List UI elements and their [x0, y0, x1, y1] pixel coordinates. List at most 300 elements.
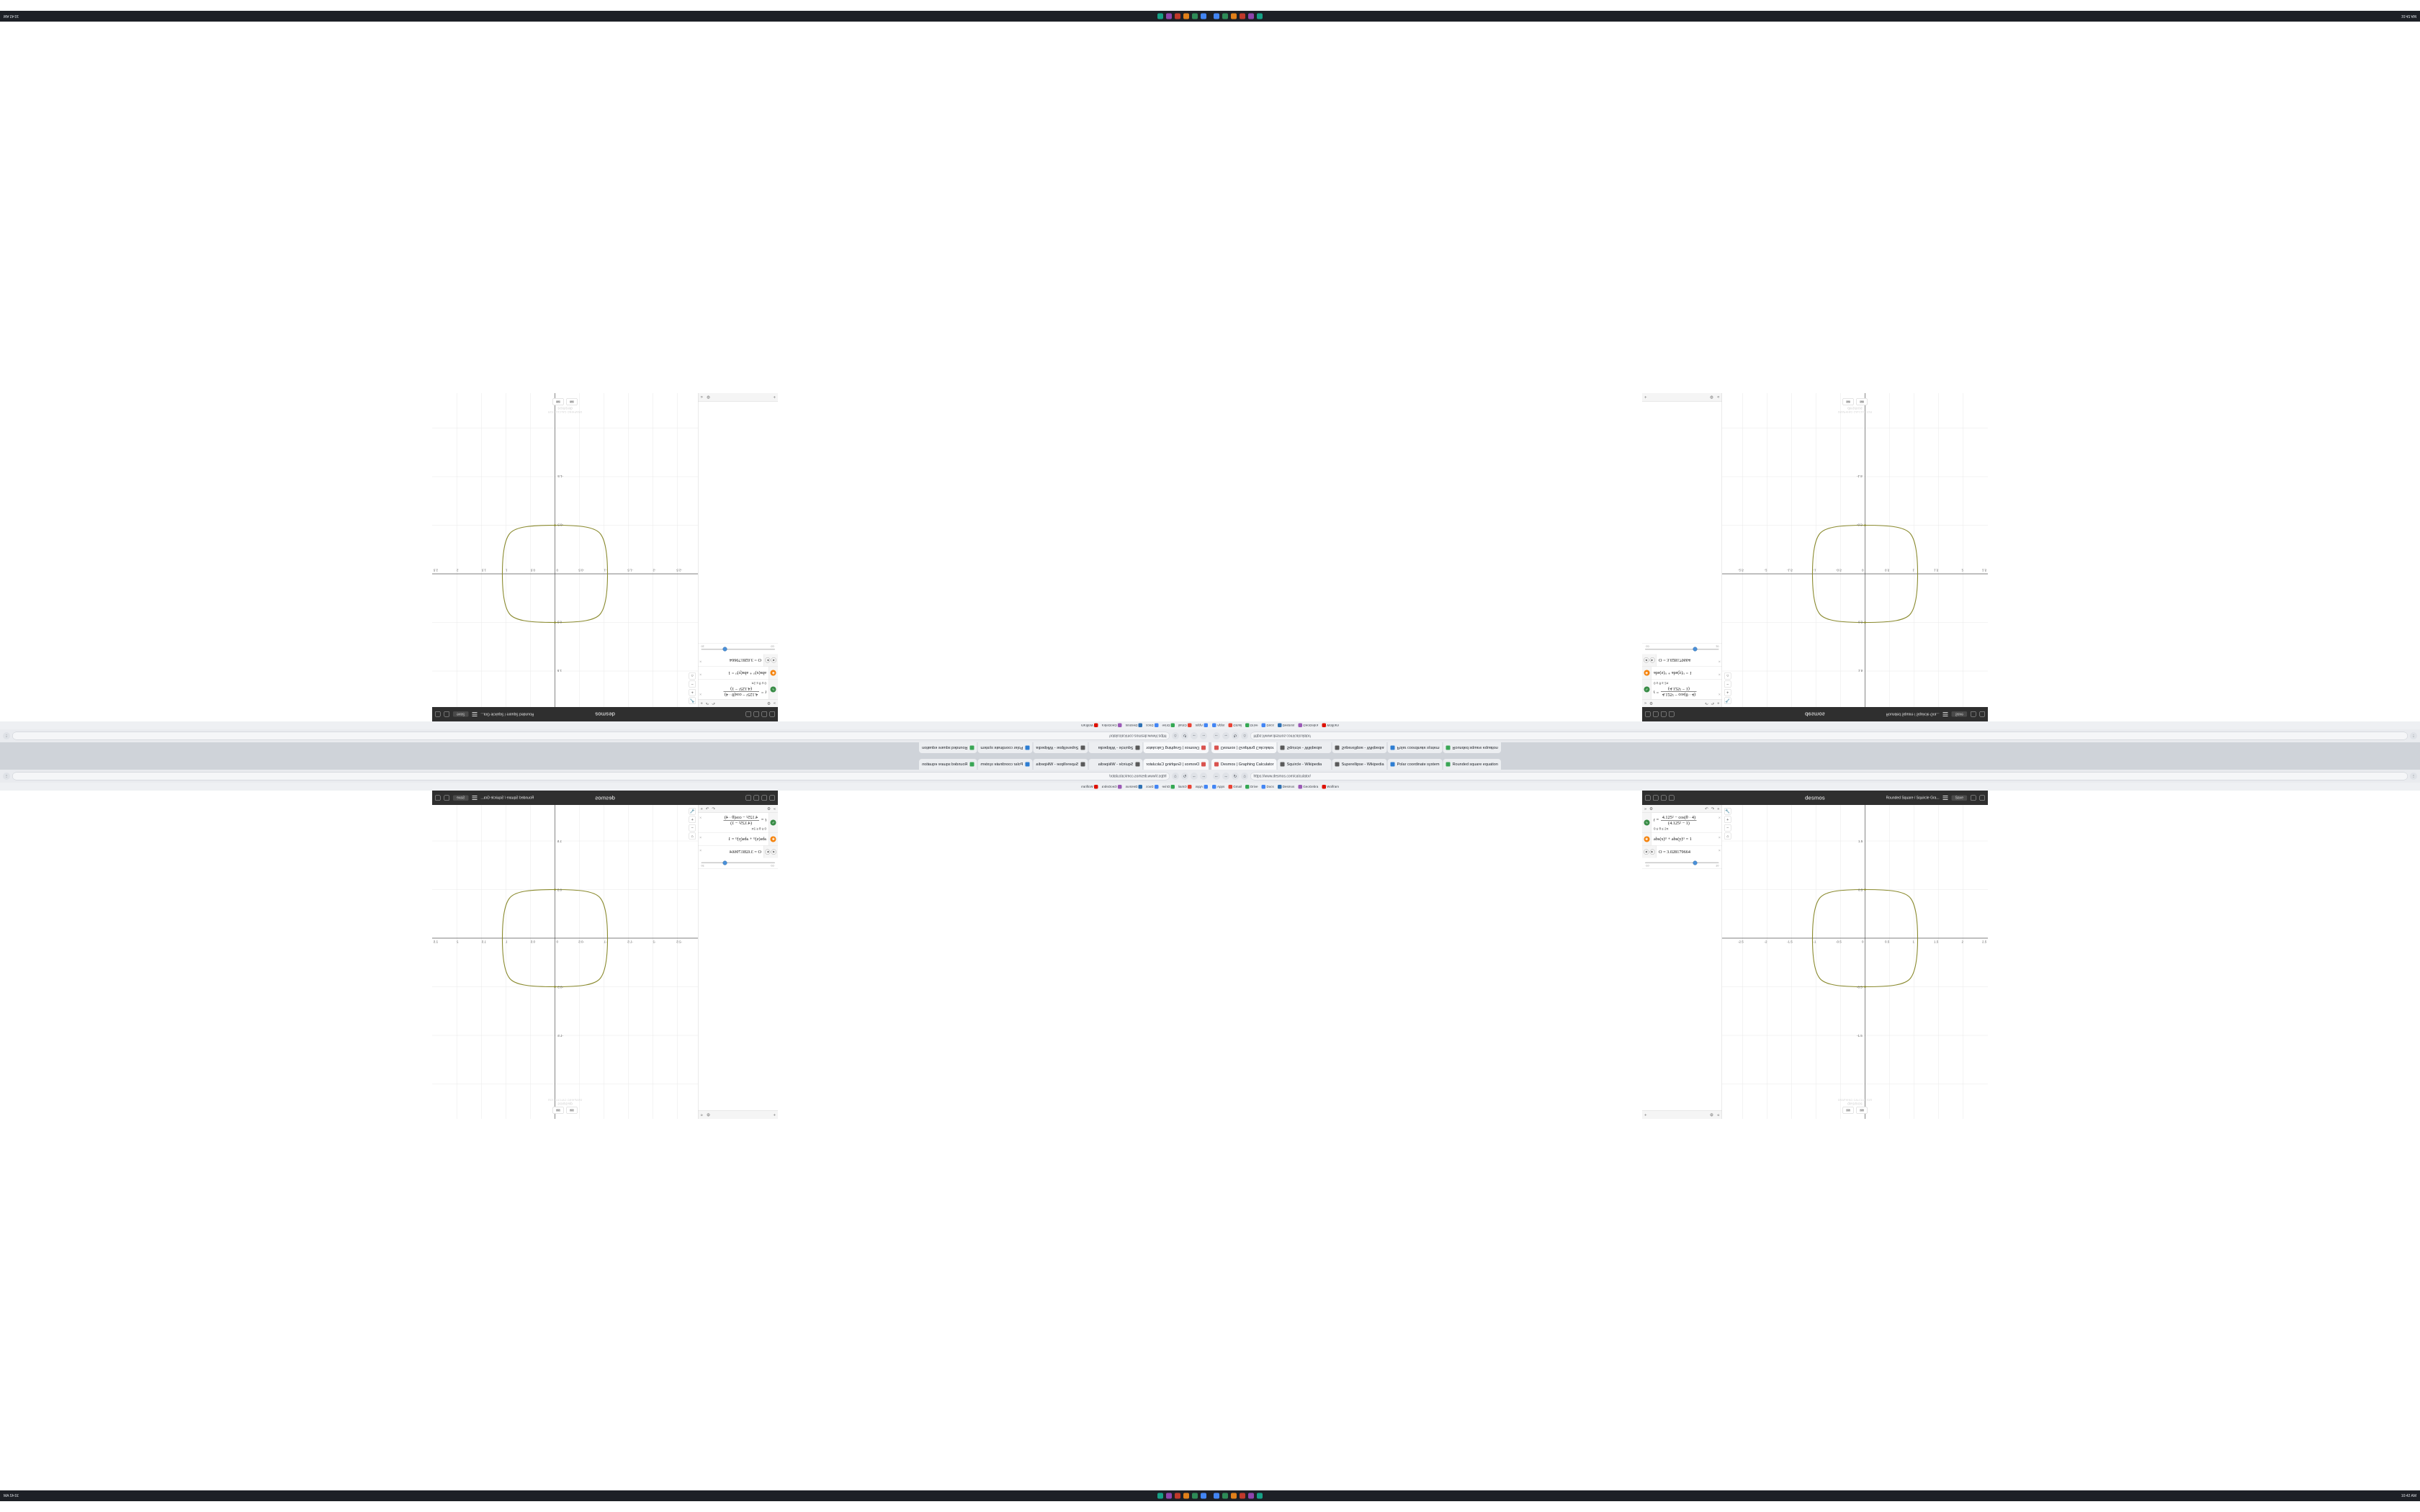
browser-tab[interactable] [1332, 759, 1387, 770]
bookmark-item[interactable] [1212, 724, 1224, 728]
slider-knob[interactable] [1693, 860, 1698, 865]
expression-content[interactable] [1652, 667, 1722, 680]
expand-icon[interactable]: « [700, 395, 703, 400]
taskbar-icon-editor[interactable] [1175, 14, 1180, 19]
keyboard-toggle-bar[interactable] [1843, 398, 1868, 405]
expression-content[interactable] [699, 680, 769, 699]
expression-row[interactable] [1642, 667, 1722, 680]
taskbar-icon-browser[interactable] [1183, 14, 1189, 19]
slider-play-button[interactable]: ▶ [1649, 657, 1655, 663]
curve-style-icon[interactable]: ◉ [771, 836, 776, 842]
gear-icon[interactable]: ⚙ [767, 701, 771, 706]
taskbar-icon-settings[interactable] [1157, 14, 1163, 19]
slider-knob[interactable] [722, 860, 727, 865]
keyboard-icon[interactable]: ⌨ [567, 1107, 578, 1114]
menu-icon[interactable]: ⋮ [2410, 732, 2417, 739]
slider-knob[interactable] [1693, 647, 1698, 652]
bookmark-item[interactable] [1102, 724, 1122, 728]
delete-expression-button[interactable]: × [699, 672, 702, 677]
expression-row[interactable] [699, 846, 779, 870]
header-right-tools[interactable] [435, 711, 534, 717]
expression-footer[interactable] [1642, 393, 1722, 402]
home-button[interactable]: ⌂ [1724, 833, 1731, 840]
delete-expression-button[interactable]: × [1718, 659, 1721, 664]
slider-playback-controls[interactable] [1642, 654, 1657, 667]
delete-expression-button[interactable]: × [1718, 672, 1721, 677]
hamburger-icon[interactable] [472, 796, 477, 800]
zoom-in-button[interactable]: + [1724, 816, 1731, 824]
bookmark-item[interactable] [1162, 724, 1175, 728]
slider-min-label[interactable]: -10 [771, 864, 775, 868]
back-icon[interactable]: ← [1200, 732, 1207, 739]
gear-icon[interactable]: ⚙ [1649, 701, 1653, 706]
gear-icon[interactable] [435, 795, 441, 801]
slider-playback-controls[interactable] [1642, 846, 1657, 858]
expression-content[interactable] [1657, 656, 1722, 665]
zoom-out-button[interactable]: − [1724, 824, 1731, 832]
gear-icon[interactable]: ⚙ [706, 1112, 711, 1117]
bookmark-item[interactable] [1245, 785, 1258, 789]
chevron-up-icon[interactable] [746, 795, 752, 801]
file-icon[interactable] [754, 795, 760, 801]
graph-canvas[interactable] [1722, 393, 1988, 707]
slider-track[interactable] [702, 863, 776, 864]
redo-icon[interactable]: ↷ [1711, 806, 1715, 811]
keyboard-toggle-bar[interactable] [1843, 1107, 1868, 1114]
share-icon[interactable] [1971, 795, 1976, 801]
menu-icon[interactable]: ⋮ [2410, 773, 2417, 780]
taskbar-icon-settings[interactable] [1257, 14, 1263, 19]
browser-tab[interactable] [1443, 742, 1501, 753]
gear-icon[interactable] [435, 711, 441, 717]
browser-tab[interactable] [919, 759, 977, 770]
question-icon[interactable] [770, 795, 776, 801]
expression-color-swatch[interactable] [768, 813, 778, 832]
slider-max-label[interactable]: 10 [701, 644, 704, 648]
home-icon[interactable]: ⌂ [1172, 732, 1179, 739]
add-item-button[interactable]: + [773, 1112, 776, 1117]
taskbar-icon-settings[interactable] [1257, 1493, 1263, 1499]
reload-icon[interactable]: ↻ [1232, 773, 1239, 780]
gear-icon[interactable] [1980, 711, 1986, 717]
save-button[interactable]: Save [453, 711, 468, 717]
taskbar-icon-terminal[interactable] [1222, 14, 1228, 19]
browser-tab[interactable] [1278, 759, 1332, 770]
expression-toolbar[interactable] [699, 699, 779, 707]
slider-control[interactable] [699, 644, 779, 654]
gear-icon[interactable]: ⚙ [706, 395, 711, 400]
question-icon[interactable] [770, 711, 776, 717]
reload-icon[interactable]: ↻ [1232, 732, 1239, 739]
browser-tab[interactable] [1143, 742, 1209, 753]
keyboard-icon[interactable]: ⌨ [567, 398, 578, 405]
browser-tabstrip[interactable] [0, 756, 1210, 770]
zoom-out-button[interactable]: − [1724, 681, 1731, 688]
chevron-up-icon[interactable] [746, 711, 752, 717]
redo-icon[interactable]: ↷ [1711, 701, 1715, 706]
graph-left-tools[interactable] [689, 808, 696, 840]
slider-step-back-button[interactable]: ◀ [771, 849, 777, 855]
taskbar-icon-calculator[interactable] [1166, 1493, 1172, 1499]
expression-row[interactable] [1642, 833, 1722, 846]
bookmark-item[interactable] [1262, 785, 1274, 789]
expression-row[interactable] [699, 667, 779, 680]
slider-play-button[interactable]: ▶ [1649, 849, 1655, 855]
delete-expression-button[interactable]: × [1718, 692, 1721, 696]
taskbar-icon-calculator[interactable] [1248, 1493, 1254, 1499]
browser-tab[interactable] [1033, 742, 1088, 753]
expression-toolbar[interactable] [699, 805, 779, 813]
expression-content[interactable] [1652, 833, 1722, 846]
keyboard-icon[interactable]: ⌨ [1857, 1107, 1868, 1114]
home-icon[interactable]: ⌂ [1172, 773, 1179, 780]
keyboard-toggle-bar[interactable] [553, 1107, 578, 1114]
curve-style-icon[interactable]: ◉ [1644, 670, 1649, 676]
keyboard-icon[interactable]: ⌨ [553, 1107, 564, 1114]
bookmark-item[interactable] [1126, 724, 1143, 728]
keyboard-icon[interactable]: ⌨ [1843, 1107, 1854, 1114]
curve-style-icon[interactable]: ∿ [1644, 820, 1649, 826]
expression-row[interactable] [1642, 643, 1722, 667]
expression-content[interactable] [1657, 847, 1722, 857]
taskbar-icon-browser[interactable] [1231, 1493, 1237, 1499]
expression-row[interactable] [699, 680, 779, 700]
slider-step-back-button[interactable]: ◀ [1644, 849, 1649, 855]
slider-knob[interactable] [722, 647, 727, 652]
bookmark-item[interactable] [1196, 724, 1208, 728]
browser-tabstrip[interactable] [1210, 742, 2420, 756]
taskbar-icon-editor[interactable] [1240, 14, 1245, 19]
question-icon[interactable] [1645, 711, 1651, 717]
browser-tab[interactable] [1388, 742, 1443, 753]
taskbar-icon-editor[interactable] [1240, 1493, 1245, 1499]
graph-left-tools[interactable] [1724, 808, 1731, 840]
expression-toolbar[interactable] [1642, 699, 1722, 707]
os-taskbar[interactable] [1210, 11, 2420, 22]
expression-color-swatch[interactable] [768, 833, 778, 846]
expression-row[interactable] [699, 833, 779, 846]
taskbar-icon-terminal[interactable] [1192, 1493, 1198, 1499]
graph-left-tools[interactable] [689, 672, 696, 704]
info-icon[interactable] [762, 795, 768, 801]
bookmark-item[interactable] [1196, 785, 1208, 789]
expression-footer[interactable] [699, 1110, 779, 1119]
expression-panel[interactable] [1642, 393, 1722, 707]
slider-control[interactable] [1642, 644, 1722, 654]
bookmark-item[interactable] [1228, 724, 1242, 728]
slider-max-label[interactable]: 10 [1716, 864, 1719, 868]
browser-tab[interactable] [1443, 759, 1501, 770]
slider-playback-controls[interactable] [763, 846, 778, 858]
keyboard-icon[interactable]: ⌨ [553, 398, 564, 405]
bookmark-item[interactable] [1081, 785, 1098, 789]
taskbar-icon-calculator[interactable] [1166, 14, 1172, 19]
question-icon[interactable] [1645, 795, 1651, 801]
taskbar-icon-browser[interactable] [1183, 1493, 1189, 1499]
redo-icon[interactable]: ↷ [705, 806, 709, 811]
address-bar[interactable] [1250, 732, 2408, 740]
browser-tab[interactable] [1332, 742, 1387, 753]
browser-tab[interactable] [1088, 759, 1142, 770]
bookmark-item[interactable] [1322, 785, 1339, 789]
expression-content[interactable] [699, 813, 769, 832]
delete-expression-button[interactable]: × [699, 835, 702, 840]
slider-track[interactable] [702, 649, 776, 650]
graph-name[interactable]: Rounded Square / Squircle Gra... [480, 712, 534, 716]
save-button[interactable]: Save [1952, 711, 1967, 717]
expression-footer[interactable] [1642, 1110, 1722, 1119]
taskbar-icon-files[interactable] [1214, 1493, 1219, 1499]
gear-icon[interactable]: ⚙ [767, 806, 771, 811]
graph-canvas[interactable] [1722, 805, 1988, 1119]
browser-tab[interactable] [1033, 759, 1088, 770]
add-expression-button[interactable]: + [700, 701, 703, 706]
file-icon[interactable] [754, 711, 760, 717]
bookmark-item[interactable] [1212, 785, 1224, 789]
os-taskbar[interactable] [0, 1490, 1210, 1501]
bookmark-item[interactable] [1162, 785, 1175, 789]
slider-control[interactable] [699, 858, 779, 869]
expression-footer[interactable] [699, 393, 779, 402]
bookmark-item[interactable] [1146, 724, 1158, 728]
expression-color-swatch[interactable] [1642, 813, 1652, 832]
expression-content[interactable] [1652, 813, 1722, 832]
browser-tab[interactable] [977, 742, 1032, 753]
slider-max-label[interactable]: 10 [701, 864, 704, 868]
browser-tab[interactable] [977, 759, 1032, 770]
bookmark-item[interactable] [1178, 724, 1192, 728]
slider-play-button[interactable]: ▶ [765, 849, 771, 855]
forward-icon[interactable]: → [1191, 773, 1198, 780]
expression-color-swatch[interactable] [768, 667, 778, 680]
graph-canvas[interactable] [432, 393, 698, 707]
slider-min-label[interactable]: -10 [1645, 644, 1649, 648]
taskbar-icon-files[interactable] [1201, 14, 1206, 19]
zoom-in-button[interactable]: + [1724, 689, 1731, 696]
zoom-out-button[interactable]: − [689, 681, 696, 688]
home-icon[interactable]: ⌂ [1241, 773, 1248, 780]
taskbar-icon-browser[interactable] [1231, 14, 1237, 19]
hamburger-icon[interactable] [472, 712, 477, 716]
add-item-button[interactable]: + [1644, 395, 1647, 400]
add-expression-button[interactable]: + [1717, 806, 1720, 811]
hamburger-icon[interactable] [1943, 796, 1948, 800]
slider-min-label[interactable]: -10 [1645, 864, 1649, 868]
expression-color-swatch[interactable] [1642, 680, 1652, 699]
collapse-icon[interactable]: » [1644, 701, 1647, 706]
expression-row[interactable] [699, 643, 779, 667]
header-right-tools[interactable] [1886, 795, 1985, 801]
zoom-out-button[interactable]: − [689, 824, 696, 832]
collapse-icon[interactable]: » [773, 806, 776, 811]
expression-panel[interactable] [1642, 805, 1722, 1119]
keyboard-icon[interactable]: ⌨ [1857, 398, 1868, 405]
browser-tab[interactable] [1088, 742, 1142, 753]
bookmark-item[interactable] [1081, 724, 1098, 728]
os-taskbar[interactable] [1210, 1490, 2420, 1501]
menu-icon[interactable]: ⋮ [3, 732, 10, 739]
browser-tab[interactable] [1388, 759, 1443, 770]
menu-icon[interactable]: ⋮ [3, 773, 10, 780]
curve-style-icon[interactable]: ∿ [771, 687, 776, 693]
expression-content[interactable] [1652, 680, 1722, 699]
zoom-in-button[interactable]: + [689, 689, 696, 696]
back-icon[interactable]: ← [1213, 732, 1220, 739]
graph-canvas[interactable] [432, 805, 698, 1119]
info-icon[interactable] [1653, 711, 1659, 717]
wrench-icon[interactable]: 🔧 [689, 698, 695, 703]
bookmark-item[interactable] [1126, 785, 1143, 789]
expression-content[interactable] [699, 847, 764, 857]
save-button[interactable]: Save [453, 795, 468, 801]
curve-style-icon[interactable]: ∿ [771, 820, 776, 826]
os-taskbar[interactable] [0, 11, 1210, 22]
redo-icon[interactable]: ↷ [705, 701, 709, 706]
info-icon[interactable] [762, 711, 768, 717]
forward-icon[interactable]: → [1222, 773, 1229, 780]
bookmark-item[interactable] [1178, 785, 1192, 789]
bookmark-item[interactable] [1298, 724, 1318, 728]
expand-icon[interactable]: « [1717, 395, 1720, 400]
keyboard-icon[interactable]: ⌨ [1843, 398, 1854, 405]
bookmark-bar[interactable] [1210, 721, 2420, 729]
expression-row[interactable] [699, 813, 779, 833]
file-icon[interactable] [1661, 795, 1667, 801]
delete-expression-button[interactable]: × [699, 816, 702, 820]
wrench-icon[interactable]: 🔧 [1725, 809, 1731, 814]
delete-expression-button[interactable]: × [699, 692, 702, 696]
browser-tab[interactable] [1211, 759, 1277, 770]
taskbar-icon-files[interactable] [1201, 1493, 1206, 1499]
browser-tab[interactable] [1143, 759, 1209, 770]
browser-navbar[interactable] [1210, 770, 2420, 783]
graph-name[interactable]: Rounded Square / Squircle Gra... [480, 796, 534, 800]
undo-icon[interactable]: ↶ [712, 701, 715, 706]
back-icon[interactable]: ← [1213, 773, 1220, 780]
gear-icon[interactable]: ⚙ [1709, 1112, 1714, 1117]
home-button[interactable]: ⌂ [1724, 672, 1731, 680]
delete-expression-button[interactable]: × [699, 848, 702, 853]
header-right-tools[interactable] [435, 795, 534, 801]
forward-icon[interactable]: → [1222, 732, 1229, 739]
graph-name[interactable]: Rounded Square / Squircle Gra... [1886, 796, 1940, 800]
expression-color-swatch[interactable] [768, 680, 778, 699]
expression-content[interactable] [699, 656, 764, 665]
expression-panel[interactable] [698, 805, 778, 1119]
bookmark-bar[interactable] [0, 721, 1210, 729]
header-left-tools[interactable] [746, 711, 776, 717]
expression-row[interactable] [1642, 813, 1722, 833]
expand-icon[interactable]: « [700, 1112, 703, 1117]
info-icon[interactable] [1653, 795, 1659, 801]
share-icon[interactable] [444, 795, 450, 801]
bookmark-item[interactable] [1298, 785, 1318, 789]
address-bar[interactable] [12, 732, 1170, 740]
add-expression-button[interactable]: + [700, 806, 703, 811]
slider-step-back-button[interactable]: ◀ [771, 657, 777, 663]
reload-icon[interactable]: ↻ [1181, 732, 1188, 739]
back-icon[interactable]: ← [1200, 773, 1207, 780]
delete-expression-button[interactable]: × [699, 659, 702, 664]
expression-color-swatch[interactable] [1642, 667, 1652, 680]
reload-icon[interactable]: ↻ [1181, 773, 1188, 780]
browser-tab[interactable] [1211, 742, 1277, 753]
address-bar[interactable] [1250, 773, 2408, 780]
bookmark-item[interactable] [1278, 785, 1295, 789]
keyboard-toggle-bar[interactable] [553, 398, 578, 405]
undo-icon[interactable]: ↶ [1705, 701, 1708, 706]
expression-row[interactable] [1642, 680, 1722, 700]
taskbar-icon-files[interactable] [1214, 14, 1219, 19]
forward-icon[interactable]: → [1191, 732, 1198, 739]
browser-tabstrip[interactable] [0, 742, 1210, 756]
taskbar-icon-settings[interactable] [1157, 1493, 1163, 1499]
slider-min-label[interactable]: -10 [771, 644, 775, 648]
chevron-up-icon[interactable] [1669, 711, 1675, 717]
taskbar-icon-editor[interactable] [1175, 1493, 1180, 1499]
browser-tab[interactable] [919, 742, 977, 753]
slider-control[interactable] [1642, 858, 1722, 869]
gear-icon[interactable]: ⚙ [1709, 395, 1714, 400]
address-bar[interactable] [12, 773, 1170, 780]
bookmark-item[interactable] [1245, 724, 1258, 728]
header-left-tools[interactable] [1645, 711, 1675, 717]
gear-icon[interactable] [1980, 795, 1986, 801]
curve-style-icon[interactable]: ◉ [771, 670, 776, 676]
taskbar-icon-terminal[interactable] [1192, 14, 1198, 19]
undo-icon[interactable]: ↶ [1705, 806, 1708, 811]
slider-playback-controls[interactable] [763, 654, 778, 667]
curve-style-icon[interactable]: ◉ [1644, 836, 1649, 842]
add-item-button[interactable]: + [773, 395, 776, 400]
save-button[interactable]: Save [1952, 795, 1967, 801]
expression-content[interactable] [699, 833, 769, 846]
home-icon[interactable]: ⌂ [1241, 732, 1248, 739]
hamburger-icon[interactable] [1943, 712, 1948, 716]
wrench-icon[interactable]: 🔧 [689, 809, 695, 814]
curve-style-icon[interactable]: ∿ [1644, 687, 1649, 693]
file-icon[interactable] [1661, 711, 1667, 717]
bookmark-item[interactable] [1322, 724, 1339, 728]
bookmark-bar[interactable] [0, 783, 1210, 791]
add-item-button[interactable]: + [1644, 1112, 1647, 1117]
expression-panel[interactable] [698, 393, 778, 707]
bookmark-bar[interactable] [1210, 783, 2420, 791]
bookmark-item[interactable] [1102, 785, 1122, 789]
delete-expression-button[interactable]: × [1718, 816, 1721, 820]
slider-play-button[interactable]: ▶ [765, 657, 771, 663]
slider-track[interactable] [1645, 649, 1719, 650]
header-left-tools[interactable] [746, 795, 776, 801]
delete-expression-button[interactable]: × [1718, 848, 1721, 853]
header-right-tools[interactable] [1886, 711, 1985, 717]
add-expression-button[interactable]: + [1717, 701, 1720, 706]
graph-name[interactable]: Rounded Square / Squircle Gra... [1886, 712, 1940, 716]
home-button[interactable]: ⌂ [689, 672, 696, 680]
expression-toolbar[interactable] [1642, 805, 1722, 813]
slider-track[interactable] [1645, 863, 1719, 864]
taskbar-icon-calculator[interactable] [1248, 14, 1254, 19]
slider-step-back-button[interactable]: ◀ [1644, 657, 1649, 663]
taskbar-icon-terminal[interactable] [1222, 1493, 1228, 1499]
wrench-icon[interactable]: 🔧 [1725, 698, 1731, 703]
graph-left-tools[interactable] [1724, 672, 1731, 704]
collapse-icon[interactable]: » [773, 701, 776, 706]
undo-icon[interactable]: ↶ [712, 806, 715, 811]
bookmark-item[interactable] [1262, 724, 1274, 728]
browser-navbar[interactable] [0, 729, 1210, 742]
header-left-tools[interactable] [1645, 795, 1675, 801]
